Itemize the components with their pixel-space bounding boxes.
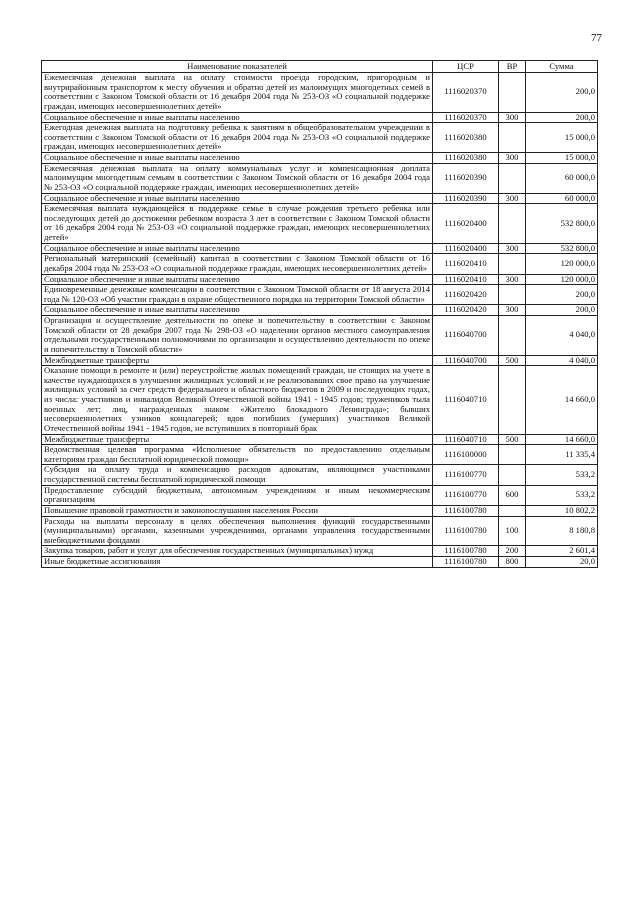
cell-csr: 1116020410 xyxy=(433,254,499,274)
cell-name: Межбюджетные трансферты xyxy=(42,355,433,366)
cell-vr xyxy=(499,285,526,305)
table-row xyxy=(42,557,598,568)
cell-sum: 533,2 xyxy=(526,465,598,485)
cell-vr: 300 xyxy=(499,153,526,164)
cell-name: Иные бюджетные ассигнования xyxy=(42,557,433,568)
cell-name: Социальное обеспечение и иные выплаты населению xyxy=(42,112,433,123)
cell-sum: 14 660,0 xyxy=(526,434,598,445)
table-row xyxy=(42,193,598,204)
cell-csr: 1116040700 xyxy=(433,316,499,356)
cell-sum: 11 335,4 xyxy=(526,445,598,465)
cell-csr: 1116020370 xyxy=(433,112,499,123)
cell-vr: 300 xyxy=(499,112,526,123)
cell-sum: 532 800,0 xyxy=(526,204,598,244)
cell-name: Социальное обеспечение и иные выплаты населению xyxy=(42,153,433,164)
cell-csr: 1116100770 xyxy=(433,485,499,505)
cell-csr: 1116020380 xyxy=(433,123,499,153)
table-row xyxy=(42,485,598,505)
table-row xyxy=(42,73,598,113)
cell-name: Ведомственная целевая программа «Исполнение обязательств по предоставлению отдельным категориям граждан бесплатной юридической помощи» xyxy=(42,445,433,465)
cell-csr: 1116020410 xyxy=(433,274,499,285)
table-row xyxy=(42,505,598,516)
table-row xyxy=(42,366,598,434)
cell-vr xyxy=(499,73,526,113)
budget-table xyxy=(41,60,598,568)
table-row xyxy=(42,112,598,123)
cell-vr: 300 xyxy=(499,193,526,204)
cell-name: Ежемесячная денежная выплата на оплату стоимости проезда городским, пригородным и внутрирайонным транспортом к месту обучения и обратно детей из малоимущих многодетных семей в соответствии с Законом Томской области от 16 декабря 2004 года № 253-ОЗ «О социальной поддержке граждан, имеющих несовершеннолетних детей» xyxy=(42,73,433,113)
cell-name: Социальное обеспечение и иные выплаты населению xyxy=(42,243,433,254)
cell-name: Расходы на выплаты персоналу в целях обеспечения выполнения функций государственными (муниципальными) органами, казенными учреждениями, органами управления государственными внебюджетными фондами xyxy=(42,516,433,546)
cell-sum: 14 660,0 xyxy=(526,366,598,434)
cell-sum: 2 601,4 xyxy=(526,546,598,557)
page-number: 77 xyxy=(591,32,602,44)
cell-sum: 8 180,8 xyxy=(526,516,598,546)
cell-csr: 1116100780 xyxy=(433,546,499,557)
cell-csr: 1116040700 xyxy=(433,355,499,366)
cell-sum: 200,0 xyxy=(526,305,598,316)
cell-name: Межбюджетные трансферты xyxy=(42,434,433,445)
table-row xyxy=(42,445,598,465)
table-row xyxy=(42,153,598,164)
cell-vr xyxy=(499,254,526,274)
cell-sum: 15 000,0 xyxy=(526,123,598,153)
cell-sum: 20,0 xyxy=(526,557,598,568)
cell-sum: 120 000,0 xyxy=(526,274,598,285)
cell-csr: 1116020400 xyxy=(433,204,499,244)
cell-vr xyxy=(499,505,526,516)
table-row xyxy=(42,516,598,546)
cell-sum: 200,0 xyxy=(526,112,598,123)
header-name: Наименование показателей xyxy=(42,61,433,73)
cell-name: Субсидия на оплату труда и компенсацию расходов адвокатам, являющимся участниками государственной системы бесплатной юридической помощи xyxy=(42,465,433,485)
table-row xyxy=(42,274,598,285)
cell-vr xyxy=(499,163,526,193)
header-csr: ЦСР xyxy=(433,61,499,73)
cell-name: Ежемесячная денежная выплата на оплату коммунальных услуг и компенсационная доплата малоимущим многодетным семьям в соответствии с Законом Томской области от 16 декабря 2004 года № 253-ОЗ «О социальной поддержке граждан, имеющих несовершеннолетних детей» xyxy=(42,163,433,193)
table-row xyxy=(42,546,598,557)
cell-csr: 1116020390 xyxy=(433,193,499,204)
cell-name: Ежегодная денежная выплата на подготовку ребенка к занятиям в общеобразовательном учреждении в соответствии с Законом Томской области от 16 декабря 2004 года № 253-ОЗ «О социальной поддержке граждан, имеющих несовершеннолетних детей» xyxy=(42,123,433,153)
cell-sum: 120 000,0 xyxy=(526,254,598,274)
cell-csr: 1116100780 xyxy=(433,557,499,568)
cell-vr xyxy=(499,316,526,356)
cell-name: Оказание помощи в ремонте и (или) переустройстве жилых помещений граждан, не стоящих на учете в качестве нуждающихся в улучшении жилищных условий и не реализовавших свое право на улучшение жилищных условий за счет средств федерального и областного бюджетов в 2009 и последующих годах, из числа: участников и инвалидов Великой Отечественной войны 1941 - 1945 годов; тружеников тыла военных лет; лиц, награжденных знаком «Жителю блокадного Ленинграда»; бывших несовершеннолетних узников концлагерей; вдов погибших (умерших) участников Великой Отечественной войны 1941 - 1945 годов, не вступивших в повторный брак xyxy=(42,366,433,434)
cell-csr: 1116020380 xyxy=(433,153,499,164)
cell-sum: 532 800,0 xyxy=(526,243,598,254)
table-row xyxy=(42,316,598,356)
cell-vr: 500 xyxy=(499,434,526,445)
cell-csr: 1116020400 xyxy=(433,243,499,254)
cell-name: Социальное обеспечение и иные выплаты населению xyxy=(42,305,433,316)
cell-csr: 1116020390 xyxy=(433,163,499,193)
cell-vr: 300 xyxy=(499,305,526,316)
cell-sum: 4 040,0 xyxy=(526,316,598,356)
cell-vr: 500 xyxy=(499,355,526,366)
cell-sum: 60 000,0 xyxy=(526,193,598,204)
table-row xyxy=(42,305,598,316)
cell-csr: 1116020370 xyxy=(433,73,499,113)
cell-name: Ежемесячная выплата нуждающейся в поддержке семье в случае рождения третьего ребенка или последующих детей до достижения ребенком возраста 3 лет в соответствии с Законом Томской области от 16 декабря 2004 года № 253-ОЗ «О социальной поддержке граждан, имеющих несовершеннолетних детей» xyxy=(42,204,433,244)
cell-sum: 15 000,0 xyxy=(526,153,598,164)
header-vr: ВР xyxy=(499,61,526,73)
cell-sum: 60 000,0 xyxy=(526,163,598,193)
cell-name: Предоставление субсидий бюджетным, автономным учреждениям и иным некоммерческим организациям xyxy=(42,485,433,505)
table-row xyxy=(42,163,598,193)
cell-csr: 1116020420 xyxy=(433,305,499,316)
table-row xyxy=(42,254,598,274)
cell-csr: 1116100780 xyxy=(433,516,499,546)
cell-vr: 600 xyxy=(499,485,526,505)
cell-name: Региональный материнский (семейный) капитал в соответствии с Законом Томской области от 16 декабря 2004 года № 253-ОЗ «О социальной поддержке граждан, имеющих несовершеннолетних детей» xyxy=(42,254,433,274)
cell-vr xyxy=(499,445,526,465)
cell-vr xyxy=(499,123,526,153)
cell-vr: 100 xyxy=(499,516,526,546)
cell-vr: 300 xyxy=(499,274,526,285)
cell-csr: 1116040710 xyxy=(433,434,499,445)
cell-sum: 533,2 xyxy=(526,485,598,505)
header-sum: Сумма xyxy=(526,61,598,73)
table-row xyxy=(42,355,598,366)
cell-name: Повышение правовой грамотности и законопослушания населения России xyxy=(42,505,433,516)
cell-vr: 800 xyxy=(499,557,526,568)
cell-csr: 1116100780 xyxy=(433,505,499,516)
cell-vr xyxy=(499,366,526,434)
table-row xyxy=(42,243,598,254)
cell-vr xyxy=(499,204,526,244)
table-row xyxy=(42,204,598,244)
table-header-row xyxy=(42,61,598,73)
cell-sum: 4 040,0 xyxy=(526,355,598,366)
table-row xyxy=(42,434,598,445)
cell-name: Социальное обеспечение и иные выплаты населению xyxy=(42,274,433,285)
cell-vr xyxy=(499,465,526,485)
cell-vr: 300 xyxy=(499,243,526,254)
cell-csr: 1116100770 xyxy=(433,465,499,485)
cell-name: Закупка товаров, работ и услуг для обеспечения государственных (муниципальных) нужд xyxy=(42,546,433,557)
cell-name: Организация и осуществление деятельности по опеке и попечительству в соответствии с Законом Томской области от 28 декабря 2007 года № 298-ОЗ «О наделении органов местного самоуправления отдельными государственными полномочиями по организации и осуществлению деятельности по опеке и попечительству в Томской области» xyxy=(42,316,433,356)
table-row xyxy=(42,285,598,305)
cell-sum: 200,0 xyxy=(526,73,598,113)
cell-csr: 1116040710 xyxy=(433,366,499,434)
cell-sum: 10 802,2 xyxy=(526,505,598,516)
cell-vr: 200 xyxy=(499,546,526,557)
cell-csr: 1116020420 xyxy=(433,285,499,305)
cell-csr: 1116100000 xyxy=(433,445,499,465)
cell-sum: 200,0 xyxy=(526,285,598,305)
cell-name: Социальное обеспечение и иные выплаты населению xyxy=(42,193,433,204)
table-row xyxy=(42,123,598,153)
cell-name: Единовременные денежные компенсации в соответствии с Законом Томской области от 18 августа 2014 года № 120-ОЗ «Об участии граждан в охране общественного порядка на территории Томской области» xyxy=(42,285,433,305)
table-row xyxy=(42,465,598,485)
